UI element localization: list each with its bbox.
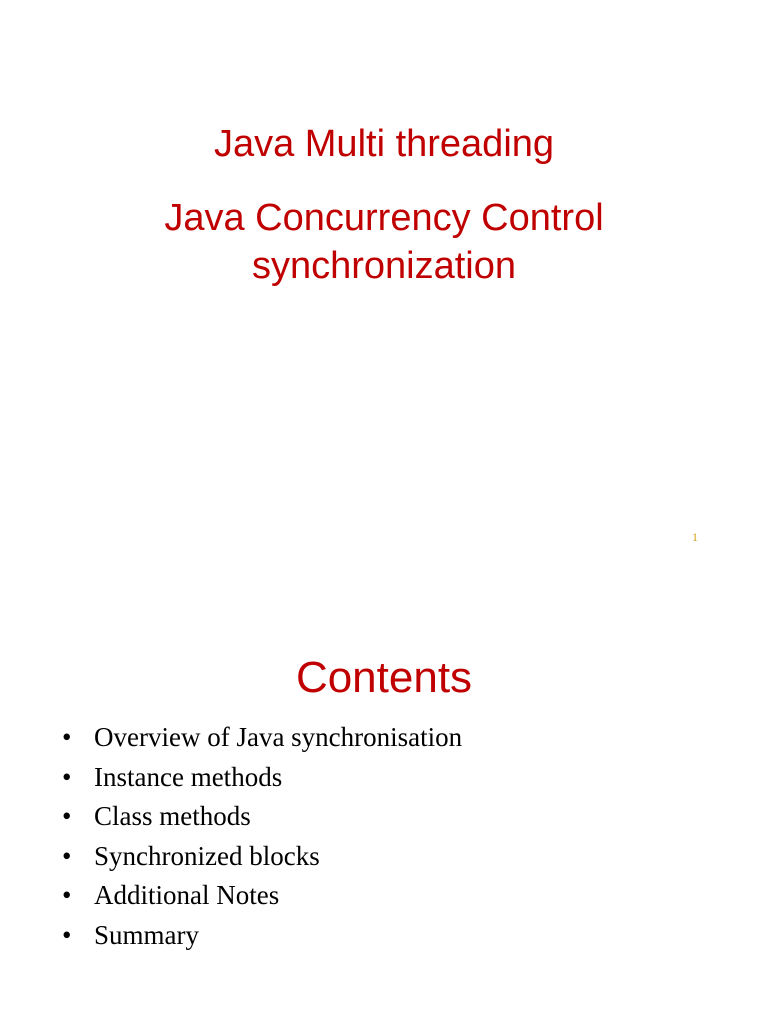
list-item bbox=[62, 718, 462, 758]
contents-heading: Contents bbox=[295, 653, 473, 702]
bullet-icon: • bbox=[62, 840, 72, 871]
bullet-icon: • bbox=[62, 722, 72, 752]
page-number: 1 bbox=[692, 530, 698, 544]
list-item bbox=[62, 797, 462, 837]
bullet-icon: • bbox=[62, 761, 72, 792]
list-item-text: Additional Notes bbox=[94, 880, 280, 911]
bullet-icon: • bbox=[62, 801, 72, 832]
list-item-text: Synchronized blocks bbox=[94, 840, 320, 871]
bullet-icon: • bbox=[62, 880, 72, 911]
list-item-text: Instance methods bbox=[94, 761, 283, 792]
list-item bbox=[62, 758, 462, 798]
list-item-text: Summary bbox=[94, 919, 199, 950]
contents-list bbox=[62, 718, 462, 956]
list-item-text: Class methods bbox=[94, 801, 251, 832]
bullet-icon: • bbox=[62, 919, 72, 950]
slide-title-line-3: synchronization bbox=[251, 245, 517, 287]
list-item bbox=[62, 876, 462, 916]
list-item-text: Overview of Java synchronisation bbox=[94, 722, 463, 752]
slide-title-line-2: Java Concurrency Control bbox=[164, 197, 604, 239]
list-item bbox=[62, 916, 462, 956]
list-item bbox=[62, 837, 462, 877]
slide-title-line-1: Java Multi threading bbox=[213, 123, 555, 165]
